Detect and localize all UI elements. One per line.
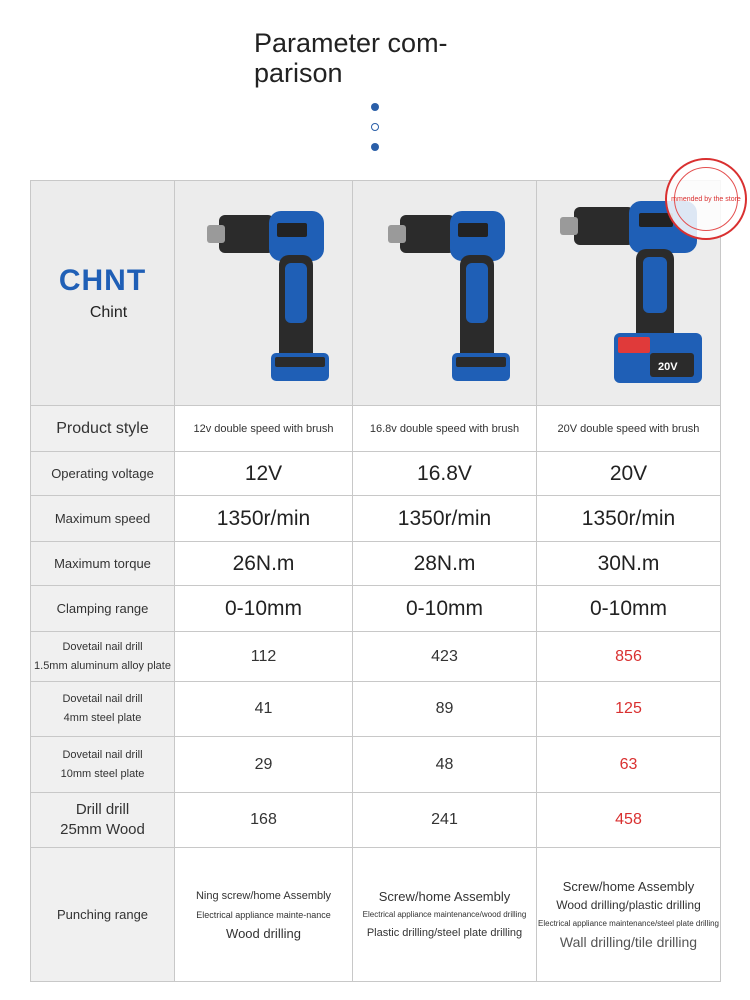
cell-uses	[353, 848, 537, 982]
row-label-bottom: 10mm steel plate	[60, 767, 145, 780]
page-title	[254, 28, 494, 88]
cell: 241	[353, 793, 537, 848]
row-label-top: Dovetail nail drill	[62, 693, 143, 705]
use-item: Electrical appliance maintenance/steel plate drilling	[538, 919, 719, 928]
row-label-top: Drill drill	[75, 801, 130, 818]
row-speed	[31, 496, 721, 542]
cell: 41	[175, 682, 353, 737]
cell: 28N.m	[353, 542, 537, 586]
drill-icon	[189, 193, 339, 393]
use-item: Ning screw/home Assembly	[195, 889, 332, 902]
row-label: Punching range	[31, 848, 175, 982]
cell: 1350r/min	[175, 496, 353, 542]
drill-icon	[370, 193, 520, 393]
recommended-stamp	[665, 158, 747, 240]
row-label: Maximum torque	[31, 542, 175, 586]
use-item: Wood drilling	[226, 925, 301, 941]
use-item: Screw/home Assembly	[378, 888, 511, 904]
row-label: Product style	[31, 406, 175, 452]
cell: 48	[353, 737, 537, 793]
cell-highlight: 125	[537, 682, 721, 737]
row-nail-steel-10mm	[31, 737, 721, 793]
cell: 12V	[175, 452, 353, 496]
row-label	[31, 793, 175, 848]
cell: 1350r/min	[353, 496, 537, 542]
cell-uses	[175, 848, 353, 982]
battery-label: 20V	[657, 361, 678, 373]
cell: 0-10mm	[537, 586, 721, 632]
use-item: Wall drilling/tile drilling	[559, 934, 698, 950]
image-row	[31, 181, 721, 406]
cell-highlight: 856	[537, 632, 721, 682]
cell: 20V	[537, 452, 721, 496]
brand-logo: CHNT	[58, 264, 147, 297]
cell: 0-10mm	[353, 586, 537, 632]
use-item: Plastic drilling/steel plate drilling	[366, 926, 523, 939]
row-label-top: Dovetail nail drill	[62, 748, 143, 761]
row-label-bottom: 25mm Wood	[60, 821, 145, 838]
product-image-16v	[353, 181, 537, 406]
row-nail-aluminum	[31, 632, 721, 682]
row-voltage	[31, 452, 721, 496]
cell: 20V double speed with brush	[537, 406, 721, 452]
dot-icon	[371, 143, 379, 151]
use-item: Electrical appliance maintenance/wood drilling	[362, 909, 527, 919]
cell: 26N.m	[175, 542, 353, 586]
dot-hollow-icon	[371, 123, 379, 131]
row-product-style	[31, 406, 721, 452]
use-item: Electrical appliance mainte-nance	[196, 909, 331, 920]
cell: 112	[175, 632, 353, 682]
row-punching	[31, 848, 721, 982]
row-label-bottom: 1.5mm aluminum alloy plate	[34, 659, 171, 672]
cell: 1350r/min	[537, 496, 721, 542]
product-image-12v	[175, 181, 353, 406]
row-label	[31, 682, 175, 737]
stamp-ring	[671, 167, 741, 231]
row-nail-steel-4mm	[31, 682, 721, 737]
title-line-2: parison	[254, 58, 343, 88]
cell: 30N.m	[537, 542, 721, 586]
row-label-bottom: 4mm steel plate	[63, 712, 142, 724]
row-label-top: Dovetail nail drill	[62, 640, 143, 653]
cell: 16.8V	[353, 452, 537, 496]
cell: 12v double speed with brush	[175, 406, 353, 452]
row-torque	[31, 542, 721, 586]
use-item: Screw/home Assembly	[562, 879, 695, 894]
cell: 423	[353, 632, 537, 682]
title-line-1: Parameter com-	[254, 28, 448, 58]
brand-cell	[31, 181, 175, 406]
row-clamping	[31, 586, 721, 632]
row-label: Clamping range	[31, 586, 175, 632]
cell: 168	[175, 793, 353, 848]
cell-highlight: 458	[537, 793, 721, 848]
dot-icon	[371, 103, 379, 111]
cell: 89	[353, 682, 537, 737]
row-label: Maximum speed	[31, 496, 175, 542]
cell-uses	[537, 848, 721, 982]
decorative-dots	[369, 103, 381, 163]
cell: 16.8v double speed with brush	[353, 406, 537, 452]
row-label: Operating voltage	[31, 452, 175, 496]
row-label	[31, 632, 175, 682]
brand-name: Chint	[89, 304, 128, 321]
row-label	[31, 737, 175, 793]
cell: 29	[175, 737, 353, 793]
row-wood	[31, 793, 721, 848]
cell: 0-10mm	[175, 586, 353, 632]
stamp-text: mmended by the store	[671, 195, 741, 203]
comparison-table	[30, 180, 721, 982]
cell-highlight: 63	[537, 737, 721, 793]
use-item: Wood drilling/plastic drilling	[556, 898, 701, 912]
